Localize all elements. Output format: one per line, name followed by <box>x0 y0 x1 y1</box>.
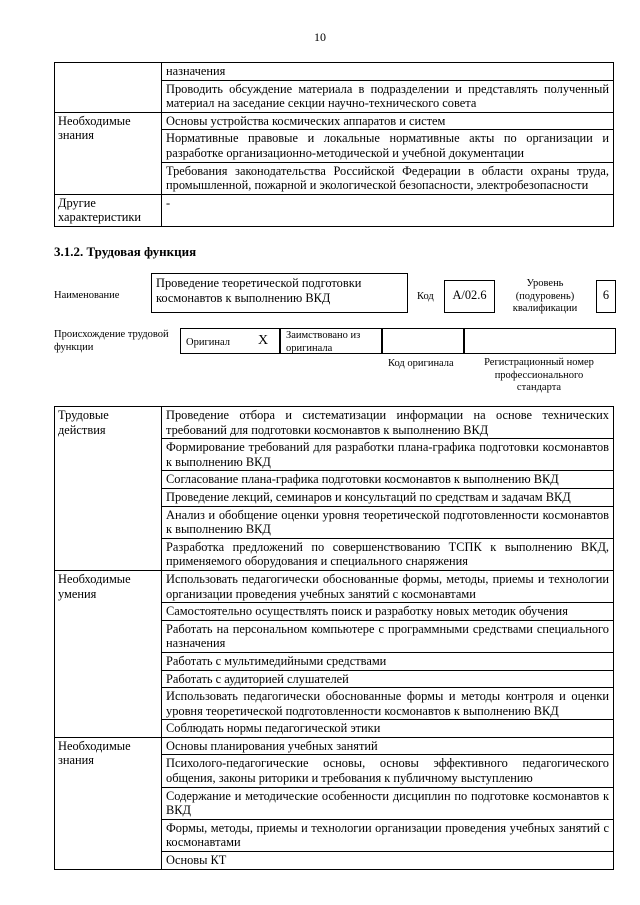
name-value: Проведение теоретической подготовки космонавтов к выполнению ВКД <box>156 276 362 305</box>
row-item-text: Использовать педагогически обоснованные формы, методы, приемы и технологии организации проведения учебных занятий с космонавтами <box>162 570 614 602</box>
row-item-text: Работать с аудиторией слушателей <box>162 670 614 688</box>
level-value: 6 <box>602 288 610 302</box>
table-row <box>55 570 614 602</box>
row-item-text: назначения <box>162 63 614 81</box>
code-value: А/02.6 <box>452 288 487 302</box>
original-code-caption: Код оригинала <box>388 358 454 369</box>
row-group-label: Необходимые знания <box>55 737 162 869</box>
row-group-label: Необходимые умения <box>55 570 162 737</box>
row-item-text: Формы, методы, приемы и технологии организации проведения учебных занятий с космонавтами <box>162 819 614 851</box>
origin-label: Происхождение трудовой функции <box>54 329 169 353</box>
row-item-text: Разработка предложений по совершенствованию ТСПК к выполнению ВКД, применяемого оборудования и специального снаряжения <box>162 538 614 570</box>
row-item-text: Анализ и обобщение оценки уровня теоретической подготовленности космонавтов к выполнению ВКД <box>162 506 614 538</box>
original-code-box <box>382 328 464 354</box>
row-item-text: Формирование требований для разработки плана-графика подготовки космонавтов к выполнению ВКД <box>162 439 614 471</box>
labor-function-table <box>54 406 614 870</box>
row-item-text: Требования законодательства Российской Федерации в области охраны труда, промышленной, пожарной и экологической безопасности, электробезопасности <box>162 162 614 194</box>
code-label: Код <box>417 291 434 302</box>
row-group-label <box>55 63 162 113</box>
original-label: Оригинал <box>186 337 230 348</box>
row-item-text: - <box>162 194 614 226</box>
level-label: Уровень (подуровень) квалификации <box>512 278 578 314</box>
row-item-text: Проведение отбора и систематизации информации на основе технических требований для подготовки космонавтов к выполнению ВКД <box>162 407 614 439</box>
table-row <box>55 737 614 755</box>
reg-number-box <box>464 328 616 354</box>
row-item-text: Основы КТ <box>162 852 614 870</box>
row-item-text: Нормативные правовые и локальные нормативные акты по организации и разработке организационно-методической и учебной документации <box>162 130 614 162</box>
original-mark: X <box>258 333 269 348</box>
page-number: 10 <box>314 30 326 44</box>
row-item-text: Использовать педагогически обоснованные формы и методы контроля и оценки уровня теоретической подготовленности космонавтов к выполнению ВКД <box>162 688 614 720</box>
table-row <box>55 63 614 81</box>
row-item-text: Согласование плана-графика подготовки космонавтов к выполнению ВКД <box>162 471 614 489</box>
row-item-text: Содержание и методические особенности дисциплин по подготовке космонавтов к ВКД <box>162 787 614 819</box>
name-label: Наименование <box>54 290 120 301</box>
table-row <box>55 194 614 226</box>
borrowed-label: Заимствовано из оригинала <box>286 330 361 354</box>
top-characteristics-table <box>54 62 614 227</box>
table-row <box>55 407 614 439</box>
row-item-text: Соблюдать нормы педагогической этики <box>162 720 614 738</box>
section-title: 3.1.2. Трудовая функция <box>54 244 197 259</box>
row-item-text: Проведение лекций, семинаров и консультаций по средствам и задачам ВКД <box>162 488 614 506</box>
row-group-label: Необходимые знания <box>55 112 162 194</box>
row-item-text: Основы планирования учебных занятий <box>162 737 614 755</box>
row-item-text: Работать с мультимедийными средствами <box>162 652 614 670</box>
table-row <box>55 112 614 130</box>
row-group-label: Трудовые действия <box>55 407 162 571</box>
row-group-label: Другие характеристики <box>55 194 162 226</box>
row-item-text: Работать на персональном компьютере с программными средствами специального назначения <box>162 620 614 652</box>
row-item-text: Психолого-педагогические основы, основы эффективного педагогического общения, законы риторики и требования к публичному выступлению <box>162 755 614 787</box>
row-item-text: Основы устройства космических аппаратов и систем <box>162 112 614 130</box>
row-item-text: Самостоятельно осуществлять поиск и разработку новых методик обучения <box>162 603 614 621</box>
row-item-text: Проводить обсуждение материала в подразделении и представлять полученный материал на заседание секции научно-технического совета <box>162 80 614 112</box>
reg-number-caption: Регистрационный номер профессионального стандарта <box>484 357 594 393</box>
